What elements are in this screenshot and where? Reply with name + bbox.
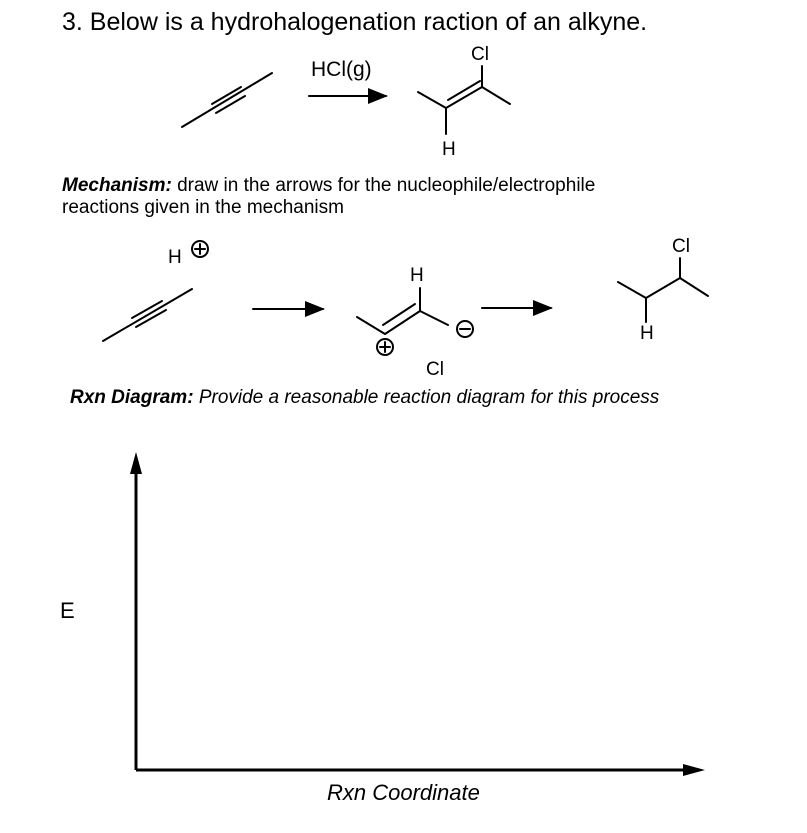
reagent-label: HCl(g) <box>311 58 372 81</box>
product-hydrogen-label: H <box>442 139 456 160</box>
rxn-diagram-instruction: Provide a reasonable reaction diagram for this process <box>198 387 660 408</box>
rxn-diagram-heading: Rxn Diagram: <box>70 387 194 408</box>
mechanism-instruction-line2: reactions given in the mechanism <box>62 197 344 218</box>
rxn-coordinate-arrowhead-icon <box>683 764 705 776</box>
mechanism-product-chlorine-label: Cl <box>672 236 690 257</box>
mechanism-product-hydrogen-label: H <box>640 323 654 344</box>
intermediate-hydrogen-label: H <box>410 265 424 286</box>
product-structure-mechanism <box>618 258 708 322</box>
question-title: 3. Below is a hydrohalogenation raction of an alkyne. <box>62 8 648 36</box>
alkyne-structure-top <box>182 73 272 127</box>
energy-axis-label: E <box>60 598 75 623</box>
proton-label: H <box>168 247 182 268</box>
rxn-coordinate-axis-label: Rxn Coordinate <box>327 780 480 805</box>
chloride-label: Cl <box>426 359 444 380</box>
energy-diagram-axes <box>136 470 690 770</box>
product-chlorine-label: Cl <box>471 44 489 65</box>
mechanism-heading: Mechanism: <box>62 175 172 196</box>
energy-axis-arrowhead-icon <box>130 452 142 474</box>
mechanism-instruction-line1: draw in the arrows for the nucleophile/electrophile <box>177 175 596 196</box>
intermediate-structure <box>357 288 448 334</box>
product-structure-top <box>418 66 510 134</box>
alkyne-structure-mechanism <box>103 289 192 341</box>
